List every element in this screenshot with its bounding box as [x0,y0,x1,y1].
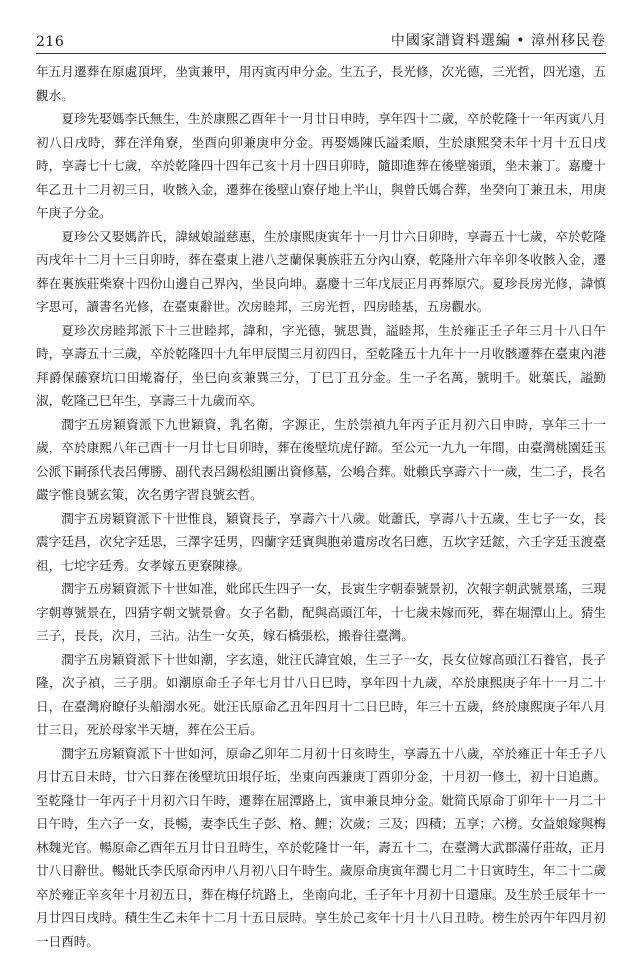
paragraph: 潤宇五房穎資派下十世如准，妣邱氏生四子一女，長寅生字朝泰號景初，次報字朝武號景瑤，三現字朝尊號景在，四猜字朝文號景會。女子名勸，配與高頭江年，十七歲未嫁而死，葬在堀潭山上。猜生三子，長長，次月，三沾。沾生一女英，嫁石橋張松，搬眷往臺灣。 [36,577,606,648]
paragraph: 潤宇五房穎資派下十世如河，原命乙卯年二月初十日亥時生，享壽五十八歲，卒於雍正十年壬子八月廿五日未時，廿六日葬在後壁坑田垠仔坵，坐東向西兼庚丁酉卯分金，十月初一修土，初十日追薦。至乾隆廿一年丙子十月初六日午時，遷葬在屈潭路上，寅申兼艮坤分金。妣简氏原命丁卯年十一月二十日午時，生六子一女，長暢，妻李氏生子彭、格、鯉；次歲；三及；四積；五享；六榜。女益娘嫁與梅林魏光官。暢原命乙酉年五月廿日丑時生，卒於乾隆廿一年，壽五十二，在臺灣大武郡滿仔莊故，正月廿八日辭世。暢妣氏李氏原命丙申八月初八日午時生。歲原命庚寅年潤七月二十日寅時生，年二十二歲卒於雍正辛亥年十月初五日，葬在梅仔坑路上，坐南向北，壬子年十月初十日還庫。及生於壬辰年十一月廿四日戌時。積生生乙未年十二月十五日辰時。享生於己亥年十月十八日丑時。榜生於丙午年四月初一日酉時。 [36,742,606,953]
paragraph: 潤宇五房穎資派下十世惟良，穎資長子，享壽六十八歲。妣蕭氏，享壽八十五歲，生七子一女，長震字廷昌，次兌字廷思，三澤字廷男，四蘭字廷賓與胞弟遺房改名曰應，五坎字廷鋐，六壬字廷玉渡臺祖，七坨字廷秀。女孝嫁五更寮陳祿。 [36,507,606,578]
page-header [36,28,606,50]
header-rule [36,53,606,54]
page-number: 216 [36,34,64,50]
running-title: 中國家譜資料選編 • 漳州移民卷 [391,30,606,50]
paragraph: 夏珍公又娶媽許氏，諱絨娘謚慈惠，生於康熙庚寅年十一月廿六日卯時，享壽五十七歲，卒於乾隆丙戌年十二月十三日卯時，葬在臺東上港八芝蘭保裏族莊五分內山寮，乾隆卅六年辛卯冬收骸入金，遷葬在裏族莊柴寮十四份山邊自己界內，坐艮向坤。嘉慶十三年戊辰正月再葬原穴。夏珍長房光修，諱慎字思可，讀書名光修，在臺東辭世。次房睦邦，三房光哲，四房睦基，五房觀水。 [36,225,606,319]
paragraph: 年五月遷葬在原處頂坪，坐寅兼甲，用丙寅丙申分金。生五子，長光修，次光德，三光哲，四光遠，五觀水。 [36,60,606,107]
paragraph: 夏珍次房睦邦派下十三世睦邦，諱和，字光德，號思貴，謚睦邦，生於雍正壬子年三月十八日午時，享壽五十三歲，卒於乾隆四十九年甲辰閏三月初四日，至乾隆五十九年十一月收骸遷葬在臺東內港拜爵保藤寮坑口田墘崙仔，坐巳向亥兼巽三分，丁巳丁丑分金。生一子名萬，號明千。妣葉氏，謚勤淑，乾隆己巳年生，享壽三十九歲而卒。 [36,319,606,413]
paragraph: 夏珍先娶媽李氏無生，生於康熙乙酉年十一月廿日申時，享年四十二歲，卒於乾隆十一年丙寅八月初八日戌時，葬在洋角寮，坐酉向卯兼庚申分金。再娶媽陳氏謚柔順，生於康熙癸未年十月十五日戌時，享壽七十七歲，卒於乾隆四十四年己亥十月十四日卯時，隨即進葬在後壁嶺頭，坐未兼丁。嘉慶十年乙丑十二月初三日，收骸入金，遷葬在後壁山寮仔地上半山，與曾氏媽合葬，坐癸向丁兼丑未，用庚午庚子分金。 [36,107,606,225]
body-text [36,60,606,887]
paragraph: 潤宇五房穎資派下九世穎資，乳名衛，字源正，生於崇禎九年丙子正月初六日申時，享年三十一歲，卒於康熙八年己酉十一月廿七日卯時，葬在後壁坑虎仔蹄。至公元一九九一年間，由臺灣桃園廷玉公派下嗣孫代表呂傳勝、副代表呂錫松組團出資修墓，公嶋合葬。妣賴氏享壽六十一歲，生二子，長名嚴字惟良號玄策，次名勇字習良號玄哲。 [36,413,606,507]
paragraph: 潤宇五房穎資派下十世如潮，字玄遠，妣汪氏諱宜娘，生三子一女，長女位嫁高頭江石養官，長子隆，次子禎，三子朋。如潮原命壬子年七月廿八日巳時，享年四十九歲，卒於康熙庚子年十一月二十日，在臺灣府瞭仔头船溺水死。妣汪氏原命乙丑年四月十二日巳時，年三十五歲，終於康熙庚子年八月廿三日，死於母家半天塘，葬在公王后。 [36,648,606,742]
